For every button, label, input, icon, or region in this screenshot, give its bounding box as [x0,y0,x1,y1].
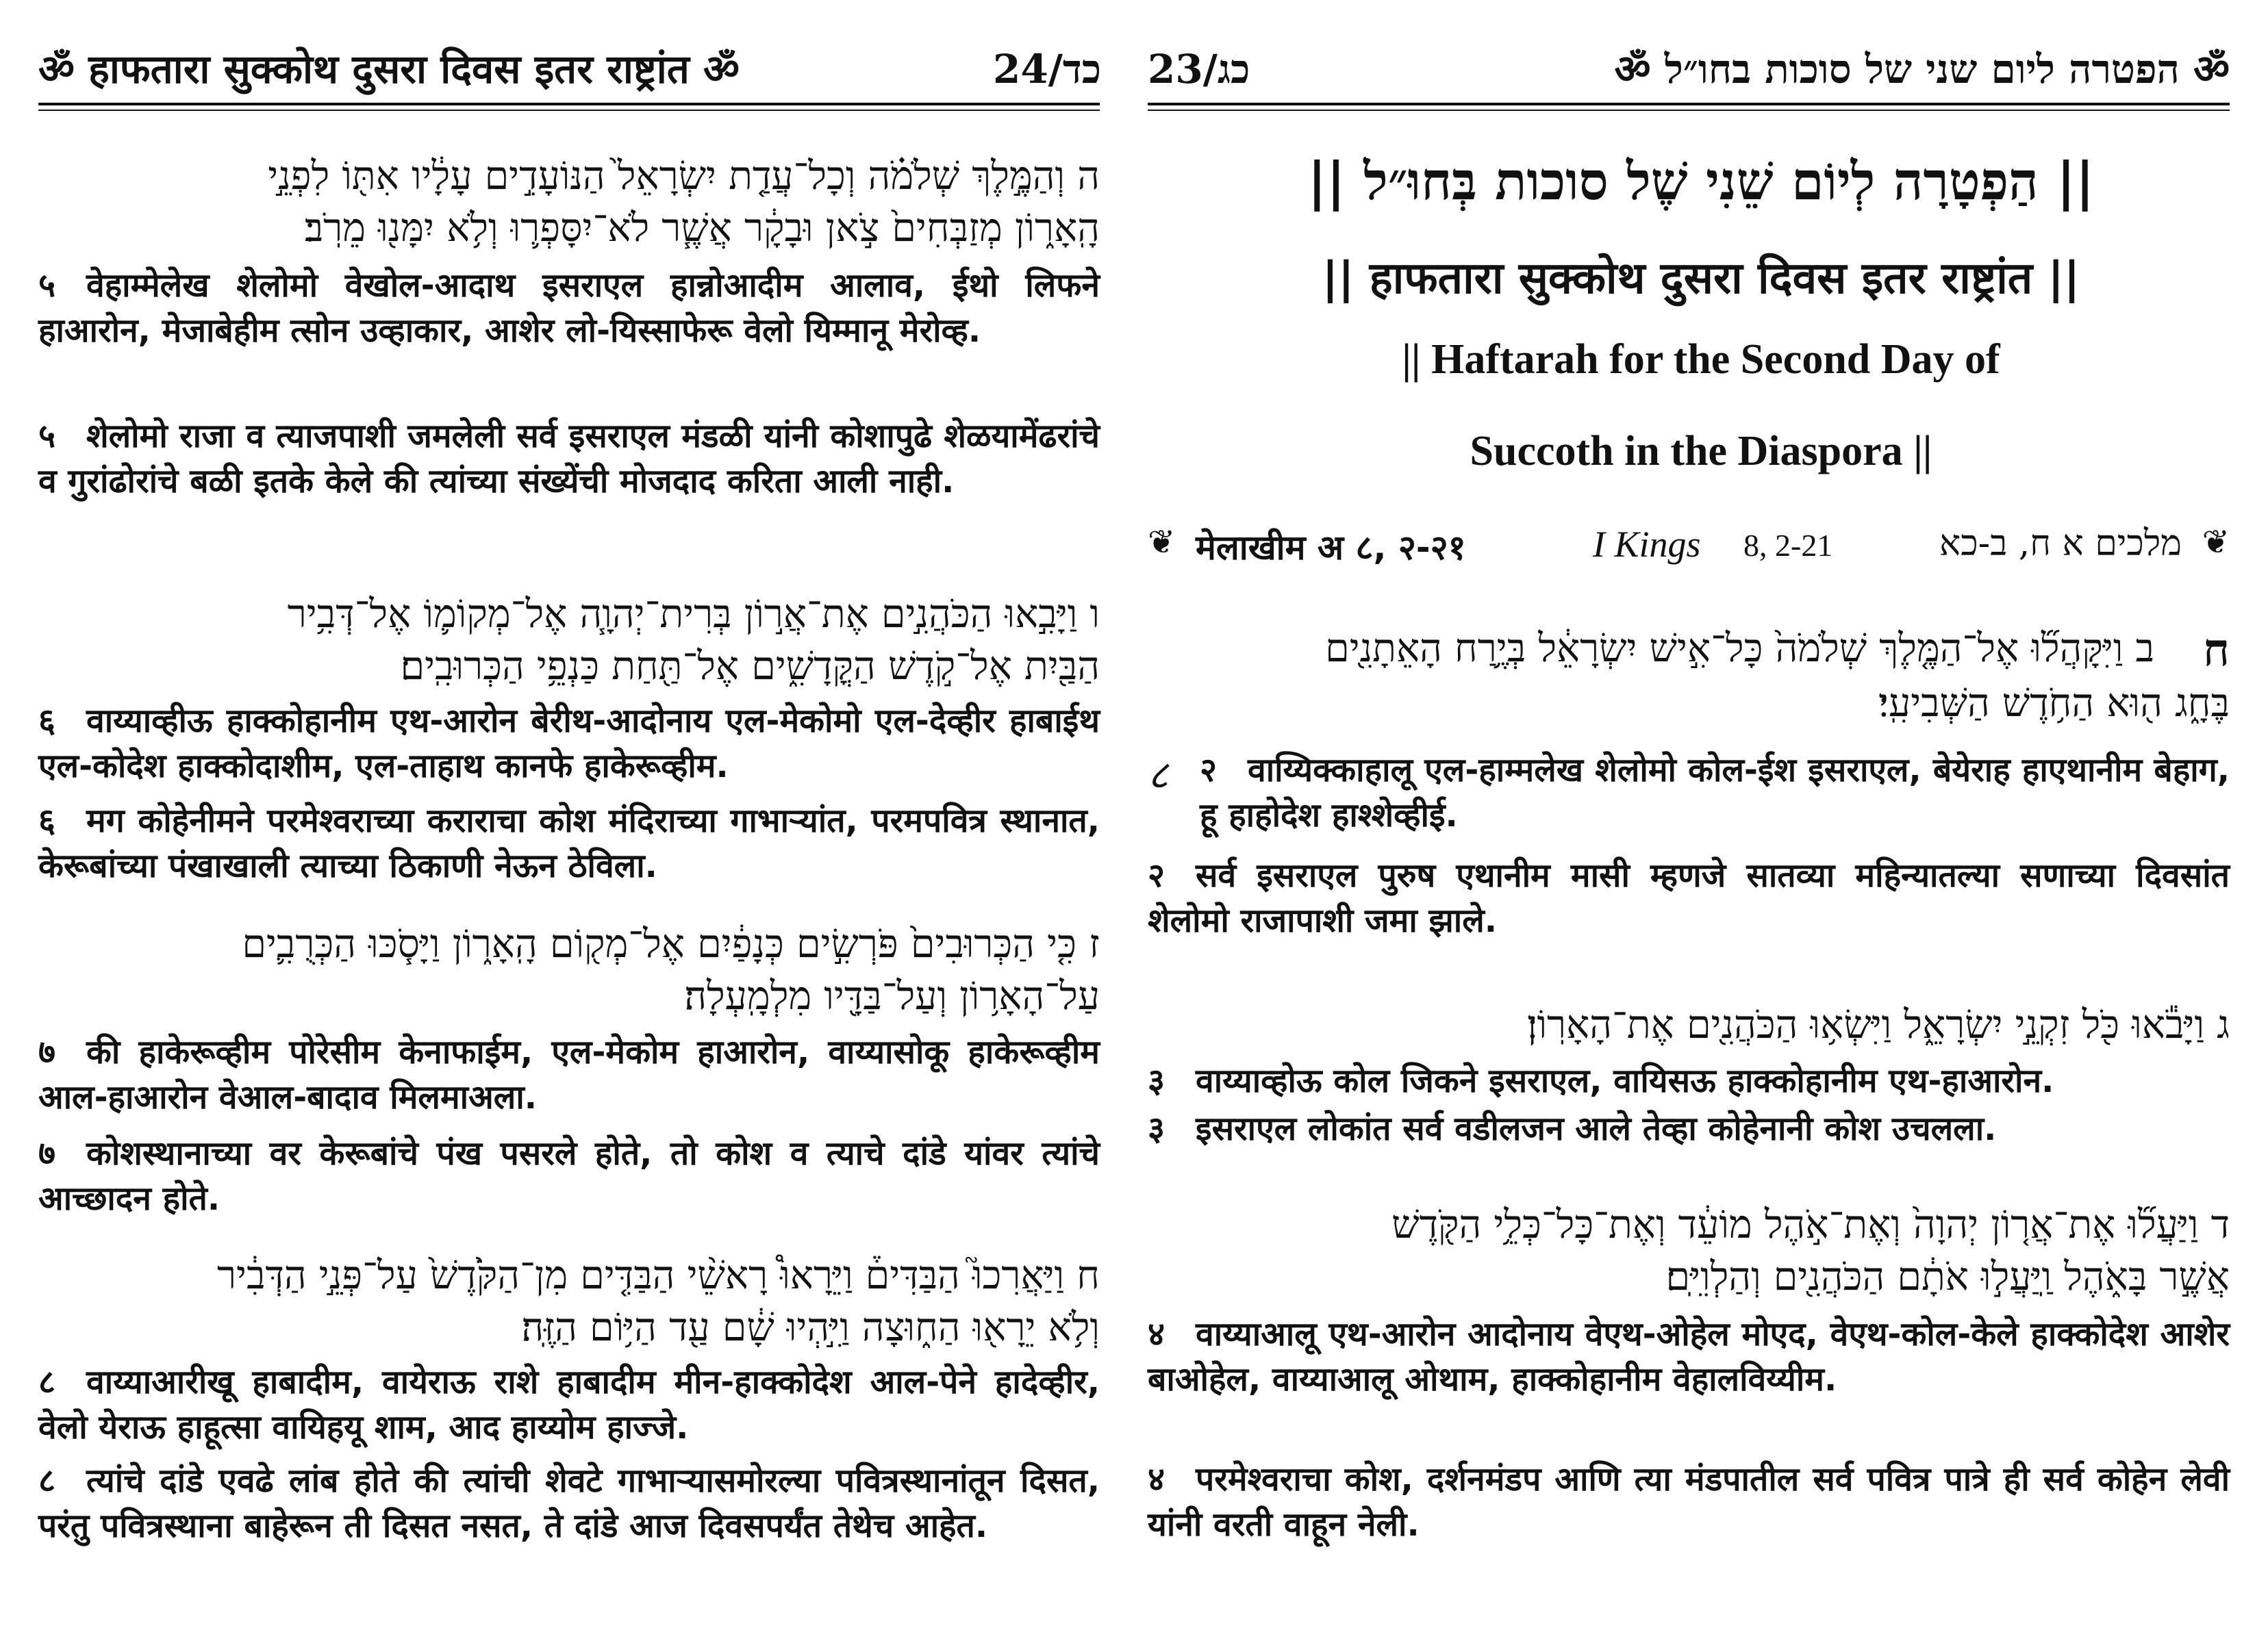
hebrew-verse-8-line-2: וְלֹ֥א יֵרָא֖וּ הַח֑וּצָה וַיִּ֣הְיוּ שָׁ֔ם עַ֖ד הַיּ֥וֹם הַזֶּֽה׃ [521,1305,1100,1350]
transliteration-verse-3 [1148,1058,2230,1104]
right-header-title: ॐ הפטרה ליום שני של סוכות בחו״ל ॐ [1614,46,2230,92]
transliteration-text: वाय्याव्होऊ कोल जिकने इसराएल, वायिसऊ हाक्कोहानीम एथ-हाआरोन. [1196,1062,2054,1100]
right-page [1134,0,2268,1643]
transliteration-text: वाय्याआलू एथ-आरोन आदोनाय वेएथ-ओहेल मोएद, वेएथ-कोल-केले हाक्कोदेश आशेर बाओहेल, वाय्याआलू ओथाम, हाक्कोहानीम वेहालविय्यीम. [1148,1315,2230,1399]
verse-number: ७ [38,1033,55,1071]
translation-verse-8 [38,1458,1100,1549]
reference-hebrew: מלכים א ח, ב-כא [1939,523,2182,564]
transliteration-verse-2 [1200,748,2230,838]
translation-verse-3 [1148,1106,2230,1151]
left-header-title: ॐ हाफतारा सुक्कोथ दुसरा दिवस इतर राष्ट्रांत ॐ [38,46,740,92]
hebrew-verse-5-line-1: ה וְהַמֶּ֣לֶךְ שְׁלֹמֹ֗ה וְכָל־עֲדַ֤ת יִשְׂרָאֵל֙ הַנּוֹעָדִ֣ים עָלָ֔יו אִתּ֖וֹ לִפְנֵ֣י [268,153,1100,199]
flourish-icon: ❦ [1148,523,1176,561]
title-marathi: || हाफतारा सुक्कोथ दुसरा दिवस इतर राष्ट्रांत || [1322,253,2080,304]
hebrew-verse-2-line-2: בֶּחָ֑ג ה֖וּא הַחֹ֥דֶשׁ הַשְּׁבִיעִֽי׃ [1878,680,2230,726]
translation-verse-2 [1148,853,2230,943]
translation-verse-7 [38,1131,1100,1221]
right-header-rule [1148,103,2230,105]
verse-number: ४ [1148,1460,1165,1499]
transliteration-text: वेहाम्मेलेख शेलोमो वेखोल-आदाथ इसराएल हान्नोआदीम आलाव, ईथो लिफने हाआरोन, मेजाबेहीम त्सोन उव्हाकार, आशेर लो-यिस्साफेरू वेलो यिम्मानू मेरोव्ह. [38,266,1100,350]
chapter-number: ८ [1148,752,1169,798]
hebrew-verse-7-line-2: עַל־הָאָר֥וֹן וְעַל־בַּדָּ֖יו מִלְמָֽעְלָה׃ [684,973,1100,1019]
verse-number: ५ [38,266,55,305]
transliteration-verse-4 [1148,1312,2230,1402]
translation-text: मग कोहेनीमने परमेश्वराच्या कराराचा कोश मंदिराच्या गाभाऱ्यांत, परमपवित्र स्थानात, केरूबांच्या पंखाखाली त्याच्या ठिकाणी नेऊन ठेविला. [38,802,1100,885]
translation-text: सर्व इसराएल पुरुष एथानीम मासी म्हणजे सातव्या महिन्यातल्या सणाच्या दिवसांत शेलोमो राजापाशी जमा झाले. [1148,856,2230,940]
transliteration-verse-7 [38,1030,1100,1120]
reference-english-book: I Kings [1593,524,1701,565]
verse-number: ४ [1148,1315,1165,1353]
left-header-rule [38,103,1100,105]
verse-number: ३ [1148,1110,1165,1148]
transliteration-text: वाय्याआरीखू हाबादीम, वायेराऊ राशे हाबादीम मीन-हाक्कोदेश आल-पेने हादेव्हीर, वेलो येराऊ हाहूत्सा वायिहयू शाम, आद हाय्योम हाज्जे. [38,1363,1100,1447]
verse-number: ६ [38,802,55,840]
translation-text: त्यांचे दांडे एवढे लांब होते की त्यांची शेवटे गाभाऱ्यासमोरल्या पवित्रस्थानांतून दिसत, परंतु पवित्रस्थाना बाहेरून ती दिसत नसत, ते दांडे आज दिवसपर्यंत तेथेच आहेत. [38,1462,1100,1545]
flourish-icon: ❦ [2202,523,2230,561]
transliteration-text: वाय्याव्हीऊ हाक्कोहानीम एथ-आरोन बेरीथ-आदोनाय एल-मेकोमो एल-देव्हीर हाबाईथ एल-कोदेश हाक्कोदाशीम, एल-ताहाथ कानफे हाकेरूव्हीम. [38,702,1100,785]
verse-number: ८ [38,1462,55,1500]
title-english-line-1: || Haftarah for the Second Day of [1402,336,2000,383]
verse-number: ६ [38,702,55,740]
hebrew-verse-7-line-1: ז כִּ֤י הַכְּרוּבִים֙ פֹּרְשִׂ֣ים כְּנָפַ֔יִם אֶל־מְק֖וֹם הָֽאָר֑וֹן וַיָּסֹ֧כּוּ הַכְּרֻבִ֛ים [242,921,1100,967]
left-header-rule-thin [38,110,1100,111]
translation-verse-4 [1148,1457,2230,1547]
chapter-mark-hebrew: ח [2202,623,2230,676]
hebrew-verse-4-line-1: ד וַיַּעֲל֞וּ אֶת־אֲר֤וֹן יְהוָה֙ וְאֶת־אֹ֣הֶל מוֹעֵ֔ד וְאֶת־כָּל־כְּלֵ֥י הַקֹּ֖דֶשׁ [1391,1202,2230,1247]
verse-number: ७ [38,1134,55,1173]
hebrew-verse-6-line-2: הַבַּ֖יִת אֶל־קֹ֣דֶשׁ הַקֳּדָשִׁ֑ים אֶל־תַּ֖חַת כַּנְפֵ֥י הַכְּרוּבִֽים׃ [400,644,1100,689]
hebrew-verse-8-line-1: ח וַיַּאֲרִכוּ֮ הַבַּדִּים֒ וַיֵּרָאוּ֩ רָאשֵׁ֨י הַבַּדִּ֤ים מִן־הַקֹּ֙דֶשׁ֙ עַל־פְּנֵ֣י הַדְּבִ֔יר [217,1253,1100,1298]
hebrew-verse-6-line-1: ו וַיָּבִ֣אוּ הַכֹּהֲנִ֣ים אֶת־אֲר֣וֹן בְּרִית־יְהוָ֧ה אֶל־מְקוֹמ֛וֹ אֶל־דְּבִ֥יר [287,591,1100,637]
transliteration-text: वाय्यिक्काहालू एल-हाम्मलेख शेलोमो कोल-ईश इसराएल, बेयेराह हाएथानीम बेहाग, हू हाहोदेश हाश्शेव्हीई. [1200,751,2230,835]
verse-number: २ [1148,856,1165,895]
reference-line [1148,520,2230,575]
reference-english-number: 8, 2-21 [1743,528,1833,563]
hebrew-verse-4-line-2: אֲשֶׁ֣ר בָּאֹ֑הֶל וַֽיַּעֲל֣וּ אֹתָ֔ם הַכֹּהֲנִ֖ים וְהַלְוִיִּֽם׃ [1665,1254,2230,1299]
verse-number: २ [1200,751,1217,789]
transliteration-verse-5 [38,263,1100,353]
hebrew-verse-2-line-1: ב וַיִּקָּהֲל֞וּ אֶל־הַמֶּ֤לֶךְ שְׁלֹמֹה֙ כָּל־אִ֣ישׁ יִשְׂרָאֵ֔ל בְּיֶ֥רַח הָאֵתָנִ֖ים [1325,626,2154,671]
reference-marathi: मेलाखीम अ ८, २-२१ [1196,528,1466,568]
translation-text: कोशस्थानाच्या वर केरूबांचे पंख पसरले होते, तो कोश व त्याचे दांडे यांवर त्यांचे आच्छादन होते. [38,1134,1100,1218]
right-header-page-number: 23/כג [1148,46,1250,92]
right-header-rule-thin [1148,110,2230,111]
translation-verse-6 [38,798,1100,889]
transliteration-text: की हाकेरूव्हीम पोरेसीम केनाफाईम, एल-मेकोम हाआरोन, वाय्यासोकू हाकेरूव्हीम आल-हाआरोन वेआल-बादाव मिलमाअला. [38,1033,1100,1117]
title-english-line-2: Succoth in the Diaspora || [1470,428,1932,474]
verse-number: ५ [38,417,55,455]
title-hebrew: || הַפְטָרָה לְיוֹם שֵׁנִי שֶׁל סוכות בְּחוּ״ל || [1307,151,2095,212]
translation-text: शेलोमो राजा व त्याजपाशी जमलेली सर्व इसराएल मंडळी यांनी कोशापुढे शेळयामेंढरांचे व गुरांढोरांचे बळी इतके केले की त्यांच्या संख्येंची मोजदाद करिता आली नाही. [38,417,1100,500]
left-header-page-number: 24/כד [993,46,1102,92]
translation-text: परमेश्वराचा कोश, दर्शनमंडप आणि त्या मंडपातील सर्व पवित्र पात्रे ही सर्व कोहेन लेवी यांनी वरती वाहून नेली. [1148,1460,2230,1544]
transliteration-verse-8 [38,1360,1100,1450]
verse-number: ८ [38,1363,55,1401]
verse-number: ३ [1148,1062,1165,1100]
translation-verse-5 [38,413,1100,504]
transliteration-verse-6 [38,698,1100,789]
translation-text: इसराएल लोकांत सर्व वडीलजन आले तेव्हा कोहेनानी कोश उचलला. [1196,1110,1997,1148]
hebrew-verse-5-line-2: הָֽאָר֑וֹן מְזַבְּחִים֙ צֹ֣אן וּבָקָ֔ר אֲשֶׁ֧ר לֹא־יִסָּפְר֛וּ וְלֹ֥א יִמָּנ֖וּ מֵרֹֽב׃ [304,205,1100,251]
hebrew-verse-3-line-1: ג וַיָּבֹ֕אוּ כֹּ֖ל זִקְנֵ֣י יִשְׂרָאֵ֑ל וַיִּשְׂא֥וּ הַכֹּהֲנִ֖ים אֶת־הָאָרֽוֹן׃ [1526,1002,2230,1047]
